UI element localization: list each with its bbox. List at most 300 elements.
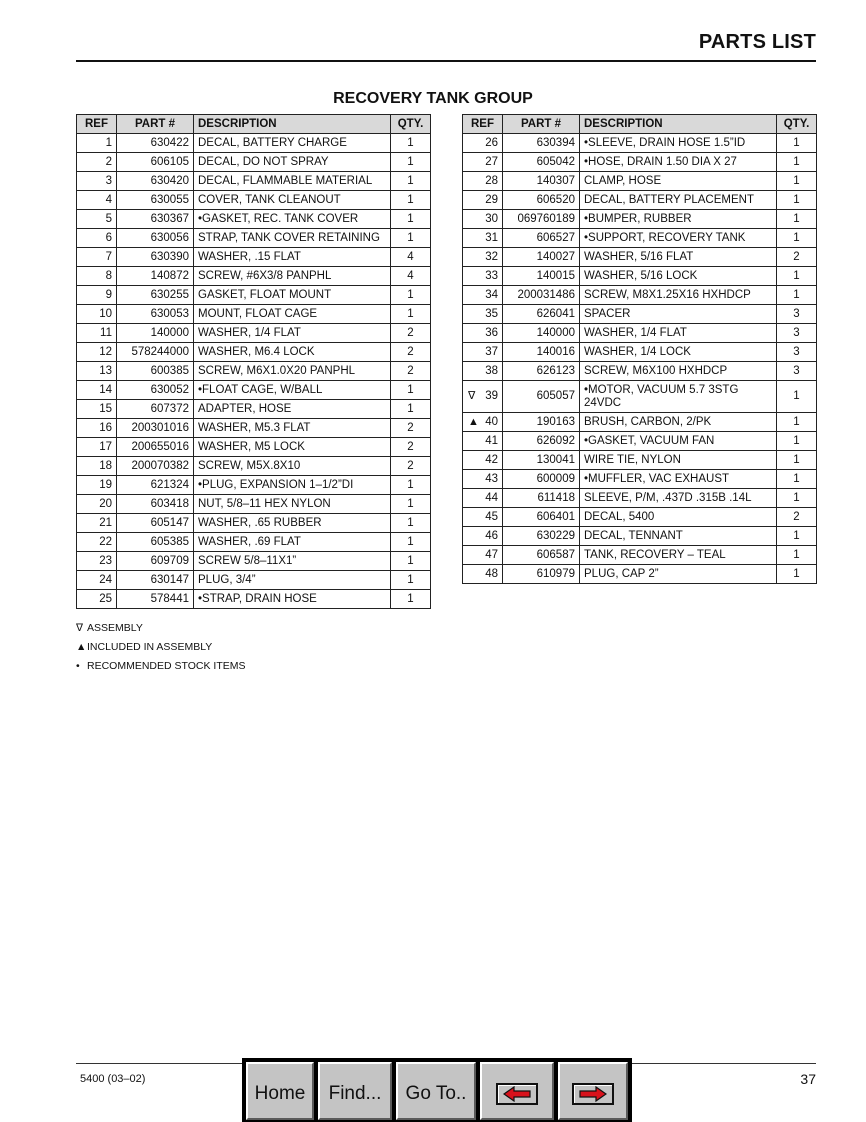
ref-cell xyxy=(77,457,117,476)
table-row xyxy=(77,286,431,305)
ref-cell xyxy=(77,172,117,191)
part-number-cell: 609709 xyxy=(117,552,194,571)
ref-cell xyxy=(463,229,503,248)
ref-number: 12 xyxy=(99,345,112,358)
part-number-cell: 140307 xyxy=(503,172,580,191)
table-row xyxy=(463,172,817,191)
qty-cell: 1 xyxy=(391,305,431,324)
legend xyxy=(76,619,245,676)
part-number-cell: 630422 xyxy=(117,134,194,153)
ref-number: 40 xyxy=(485,415,498,428)
description-cell xyxy=(580,134,777,153)
ref-number: 47 xyxy=(485,548,498,561)
ref-cell xyxy=(77,153,117,172)
qty-cell: 1 xyxy=(391,153,431,172)
description-cell xyxy=(580,362,777,381)
part-number-cell: 606401 xyxy=(503,508,580,527)
description-cell xyxy=(194,381,391,400)
description-text: WASHER, 5/16 LOCK xyxy=(584,269,698,282)
description-cell xyxy=(194,400,391,419)
part-number-cell: 140872 xyxy=(117,267,194,286)
ref-number: 25 xyxy=(99,592,112,605)
ref-number: 13 xyxy=(99,364,112,377)
ref-cell xyxy=(463,381,503,413)
qty-cell: 1 xyxy=(777,286,817,305)
description-text: •BUMPER, RUBBER xyxy=(584,212,692,225)
ref-cell xyxy=(77,476,117,495)
part-number-cell: 606105 xyxy=(117,153,194,172)
part-number-cell: 130041 xyxy=(503,451,580,470)
description-cell xyxy=(580,527,777,546)
ref-number: 6 xyxy=(105,231,112,244)
qty-cell: 2 xyxy=(777,248,817,267)
part-number-cell: 606527 xyxy=(503,229,580,248)
description-text: •STRAP, DRAIN HOSE xyxy=(198,592,317,605)
table-header-row xyxy=(77,115,431,134)
ref-number: 22 xyxy=(99,535,112,548)
table-row xyxy=(463,527,817,546)
description-text: DECAL, FLAMMABLE MATERIAL xyxy=(198,174,373,187)
part-number-cell: 605057 xyxy=(503,381,580,413)
table-row xyxy=(463,432,817,451)
ref-number: 3 xyxy=(105,174,112,187)
part-number-cell: 630052 xyxy=(117,381,194,400)
description-text: NUT, 5/8–11 HEX NYLON xyxy=(198,497,331,510)
description-text: SCREW, M8X1.25X16 HXHDCP xyxy=(584,288,751,301)
ref-number: 21 xyxy=(99,516,112,529)
ref-number: 48 xyxy=(485,567,498,580)
ref-cell xyxy=(77,571,117,590)
ref-cell xyxy=(77,286,117,305)
ref-number: 45 xyxy=(485,510,498,523)
part-number-cell: 630056 xyxy=(117,229,194,248)
description-cell xyxy=(580,248,777,267)
part-number-cell: 200301016 xyxy=(117,419,194,438)
description-text: •GASKET, VACUUM FAN xyxy=(584,434,715,447)
table-row xyxy=(463,489,817,508)
description-cell xyxy=(580,324,777,343)
description-cell xyxy=(194,267,391,286)
description-cell xyxy=(580,210,777,229)
qty-cell: 2 xyxy=(391,419,431,438)
table-row xyxy=(77,400,431,419)
part-number-cell: 605147 xyxy=(117,514,194,533)
legend-item-stock xyxy=(76,657,245,676)
table-row xyxy=(463,191,817,210)
table-header-row xyxy=(463,115,817,134)
ref-cell xyxy=(463,432,503,451)
description-text: WASHER, 5/16 FLAT xyxy=(584,250,694,263)
description-text: TANK, RECOVERY – TEAL xyxy=(584,548,726,561)
part-number-cell: 578244000 xyxy=(117,343,194,362)
part-number-cell: 611418 xyxy=(503,489,580,508)
description-cell xyxy=(580,229,777,248)
ref-cell xyxy=(77,343,117,362)
description-cell xyxy=(580,565,777,584)
ref-number: 15 xyxy=(99,402,112,415)
table-row xyxy=(77,552,431,571)
description-cell xyxy=(194,552,391,571)
table-row xyxy=(77,191,431,210)
qty-cell: 1 xyxy=(777,413,817,432)
description-cell xyxy=(194,438,391,457)
qty-cell: 2 xyxy=(777,508,817,527)
parts-table-left xyxy=(76,114,431,609)
prev-page-button[interactable] xyxy=(480,1062,554,1120)
description-cell xyxy=(580,286,777,305)
description-text: COVER, TANK CLEANOUT xyxy=(198,193,341,206)
description-cell xyxy=(580,191,777,210)
part-number-cell: 606587 xyxy=(503,546,580,565)
doc-version: 5400 (03–02) xyxy=(80,1073,146,1085)
description-text: STRAP, TANK COVER RETAINING xyxy=(198,231,380,244)
qty-cell: 4 xyxy=(391,248,431,267)
ref-number: 2 xyxy=(105,155,112,168)
ref-cell xyxy=(77,362,117,381)
table-row xyxy=(463,451,817,470)
qty-cell: 1 xyxy=(777,565,817,584)
description-text: DECAL, BATTERY PLACEMENT xyxy=(584,193,754,206)
ref-number: 34 xyxy=(485,288,498,301)
description-cell xyxy=(580,153,777,172)
next-arrow-frame xyxy=(572,1083,614,1105)
qty-cell: 3 xyxy=(777,305,817,324)
qty-cell: 1 xyxy=(391,495,431,514)
qty-cell: 2 xyxy=(391,362,431,381)
ref-cell xyxy=(77,191,117,210)
qty-cell: 1 xyxy=(391,552,431,571)
page-number: 37 xyxy=(800,1071,816,1087)
table-row xyxy=(77,172,431,191)
ref-cell xyxy=(77,419,117,438)
description-cell xyxy=(580,546,777,565)
part-number-cell: 603418 xyxy=(117,495,194,514)
qty-cell: 1 xyxy=(777,267,817,286)
ref-number: 23 xyxy=(99,554,112,567)
description-cell xyxy=(580,172,777,191)
qty-cell: 3 xyxy=(777,324,817,343)
ref-cell xyxy=(463,153,503,172)
home-button[interactable]: Home xyxy=(246,1062,314,1120)
ref-cell xyxy=(463,527,503,546)
ref-number: 32 xyxy=(485,250,498,263)
ref-cell xyxy=(77,514,117,533)
ref-number: 37 xyxy=(485,345,498,358)
page-title: PARTS LIST xyxy=(698,31,816,53)
ref-number: 24 xyxy=(99,573,112,586)
part-number-cell: 610979 xyxy=(503,565,580,584)
part-number-cell: 630367 xyxy=(117,210,194,229)
arrow-left-icon xyxy=(503,1086,531,1102)
qty-cell: 1 xyxy=(777,229,817,248)
description-text: SCREW, M6X100 HXHDCP xyxy=(584,364,728,377)
ref-cell xyxy=(77,552,117,571)
description-text: WASHER, M5 LOCK xyxy=(198,440,305,453)
description-text: WASHER, 1/4 LOCK xyxy=(584,345,691,358)
description-text: •MOTOR, VACUUM 5.7 3STG xyxy=(584,383,739,396)
part-number-cell: 630390 xyxy=(117,248,194,267)
legend-label: ASSEMBLY xyxy=(87,622,143,634)
ref-cell xyxy=(463,413,503,432)
description-cell xyxy=(194,362,391,381)
table-row xyxy=(77,419,431,438)
description-cell xyxy=(194,210,391,229)
qty-cell: 1 xyxy=(391,571,431,590)
description-text: SCREW, #6X3/8 PANPHL xyxy=(198,269,332,282)
table-row xyxy=(463,381,817,413)
ref-number: 43 xyxy=(485,472,498,485)
description-cell xyxy=(580,432,777,451)
ref-cell xyxy=(77,400,117,419)
ref-cell xyxy=(77,438,117,457)
table-row xyxy=(463,413,817,432)
part-number-cell: 190163 xyxy=(503,413,580,432)
ref-number: 41 xyxy=(485,434,498,447)
description-cell xyxy=(194,495,391,514)
part-number-cell: 140015 xyxy=(503,267,580,286)
ref-cell xyxy=(77,590,117,609)
ref-number: 1 xyxy=(105,136,112,149)
ref-cell xyxy=(463,508,503,527)
description-cell xyxy=(580,381,777,413)
qty-cell: 1 xyxy=(391,590,431,609)
description-text: SCREW, M6X1.0X20 PANPHL xyxy=(198,364,356,377)
goto-button[interactable]: Go To.. xyxy=(396,1062,476,1120)
table-row xyxy=(463,305,817,324)
description-cell xyxy=(194,571,391,590)
qty-cell: 1 xyxy=(777,381,817,413)
find-button[interactable]: Find... xyxy=(318,1062,392,1120)
part-number-cell: 607372 xyxy=(117,400,194,419)
table-row xyxy=(463,343,817,362)
ref-cell xyxy=(77,533,117,552)
qty-cell: 1 xyxy=(391,191,431,210)
description-cell xyxy=(194,248,391,267)
ref-number: 16 xyxy=(99,421,112,434)
table-row xyxy=(77,438,431,457)
table-row xyxy=(77,514,431,533)
assembly-icon: ∇ xyxy=(76,622,84,634)
ref-number: 27 xyxy=(485,155,498,168)
qty-cell: 2 xyxy=(391,457,431,476)
description-cell xyxy=(194,134,391,153)
description-text: SCREW, M5X.8X10 xyxy=(198,459,301,472)
table-row xyxy=(77,362,431,381)
ref-cell xyxy=(77,324,117,343)
ref-number: 9 xyxy=(105,288,112,301)
ref-cell xyxy=(77,305,117,324)
table-row xyxy=(463,267,817,286)
description-text: WASHER, 1/4 FLAT xyxy=(584,326,687,339)
description-text: GASKET, FLOAT MOUNT xyxy=(198,288,332,301)
ref-number: 5 xyxy=(105,212,112,225)
description-text: WASHER, .15 FLAT xyxy=(198,250,301,263)
table-row xyxy=(77,134,431,153)
ref-number: 31 xyxy=(485,231,498,244)
col-ref-header: REF xyxy=(77,115,117,134)
prev-arrow-frame xyxy=(496,1083,538,1105)
description-cell xyxy=(194,229,391,248)
description-cell xyxy=(194,343,391,362)
table-row xyxy=(463,286,817,305)
col-description-header: DESCRIPTION xyxy=(580,115,777,134)
description-text: DECAL, 5400 xyxy=(584,510,655,523)
qty-cell: 1 xyxy=(391,514,431,533)
description-text: DECAL, DO NOT SPRAY xyxy=(198,155,329,168)
description-text: WASHER, .69 FLAT xyxy=(198,535,301,548)
ref-number: 39 xyxy=(485,390,498,402)
ref-number: 26 xyxy=(485,136,498,149)
ref-cell xyxy=(77,248,117,267)
qty-cell: 1 xyxy=(777,527,817,546)
ref-number: 46 xyxy=(485,529,498,542)
ref-number: 44 xyxy=(485,491,498,504)
table-row xyxy=(463,546,817,565)
table-row xyxy=(77,495,431,514)
ref-number: 19 xyxy=(99,478,112,491)
part-number-cell: 630255 xyxy=(117,286,194,305)
triangle-icon: ▲ xyxy=(76,641,87,653)
part-number-cell: 140027 xyxy=(503,248,580,267)
table-row xyxy=(77,533,431,552)
qty-cell: 1 xyxy=(777,546,817,565)
ref-cell xyxy=(463,191,503,210)
description-text: DECAL, BATTERY CHARGE xyxy=(198,136,347,149)
triangle-icon: ▲ xyxy=(468,415,479,428)
description-text: SCREW 5/8–11X1” xyxy=(198,554,297,567)
ref-number: 42 xyxy=(485,453,498,466)
qty-cell: 1 xyxy=(391,210,431,229)
ref-cell xyxy=(463,267,503,286)
description-cell xyxy=(194,153,391,172)
ref-cell xyxy=(463,470,503,489)
bullet-icon: • xyxy=(76,660,80,672)
table-row xyxy=(463,210,817,229)
qty-cell: 1 xyxy=(777,172,817,191)
description-cell xyxy=(194,590,391,609)
arrow-right-icon xyxy=(579,1086,607,1102)
part-number-cell: 606520 xyxy=(503,191,580,210)
ref-cell xyxy=(463,305,503,324)
description-text-line2: 24VDC xyxy=(584,396,622,409)
part-number-cell: 140000 xyxy=(117,324,194,343)
table-row xyxy=(463,324,817,343)
ref-number: 30 xyxy=(485,212,498,225)
ref-cell xyxy=(463,362,503,381)
description-text: WASHER, 1/4 FLAT xyxy=(198,326,301,339)
ref-cell xyxy=(77,495,117,514)
part-number-cell: 200655016 xyxy=(117,438,194,457)
description-text: PLUG, CAP 2” xyxy=(584,567,659,580)
ref-number: 29 xyxy=(485,193,498,206)
ref-cell xyxy=(463,546,503,565)
description-text: DECAL, TENNANT xyxy=(584,529,683,542)
description-text: •SLEEVE, DRAIN HOSE 1.5”ID xyxy=(584,136,746,149)
ref-cell xyxy=(463,248,503,267)
table-row xyxy=(463,248,817,267)
description-text: •SUPPORT, RECOVERY TANK xyxy=(584,231,746,244)
qty-cell: 1 xyxy=(777,153,817,172)
table-row xyxy=(463,470,817,489)
table-row xyxy=(463,362,817,381)
qty-cell: 1 xyxy=(777,432,817,451)
description-cell xyxy=(194,191,391,210)
table-row xyxy=(463,153,817,172)
description-text: CLAMP, HOSE xyxy=(584,174,662,187)
assembly-icon: ∇ xyxy=(468,390,476,402)
part-number-cell: 600009 xyxy=(503,470,580,489)
description-text: •MUFFLER, VAC EXHAUST xyxy=(584,472,730,485)
part-number-cell: 630055 xyxy=(117,191,194,210)
ref-number: 33 xyxy=(485,269,498,282)
description-cell xyxy=(194,514,391,533)
table-row xyxy=(77,153,431,172)
description-cell xyxy=(580,413,777,432)
ref-cell xyxy=(77,134,117,153)
col-description-header: DESCRIPTION xyxy=(194,115,391,134)
description-text: SLEEVE, P/M, .437D .315B .14L xyxy=(584,491,752,504)
description-text: •HOSE, DRAIN 1.50 DIA X 27 xyxy=(584,155,737,168)
table-row xyxy=(77,571,431,590)
qty-cell: 4 xyxy=(391,267,431,286)
qty-cell: 1 xyxy=(391,286,431,305)
ref-number: 38 xyxy=(485,364,498,377)
legend-item-assembly xyxy=(76,619,245,638)
col-part-header: PART # xyxy=(503,115,580,134)
table-row xyxy=(77,324,431,343)
page-header xyxy=(76,28,816,62)
table-row xyxy=(77,248,431,267)
table-row xyxy=(77,267,431,286)
part-number-cell: 626041 xyxy=(503,305,580,324)
part-number-cell: 200031486 xyxy=(503,286,580,305)
part-number-cell: 626123 xyxy=(503,362,580,381)
ref-number: 4 xyxy=(105,193,112,206)
part-number-cell: 200070382 xyxy=(117,457,194,476)
qty-cell: 1 xyxy=(777,134,817,153)
ref-cell xyxy=(77,210,117,229)
ref-cell xyxy=(463,451,503,470)
ref-number: 10 xyxy=(99,307,112,320)
table-row xyxy=(77,590,431,609)
table-row xyxy=(77,229,431,248)
ref-cell xyxy=(463,343,503,362)
description-cell xyxy=(194,286,391,305)
group-title: RECOVERY TANK GROUP xyxy=(333,90,533,107)
part-number-cell: 626092 xyxy=(503,432,580,451)
part-number-cell: 630420 xyxy=(117,172,194,191)
description-cell xyxy=(194,172,391,191)
description-text: PLUG, 3/4” xyxy=(198,573,256,586)
description-cell xyxy=(580,470,777,489)
nav-toolbar xyxy=(242,1058,632,1122)
description-text: MOUNT, FLOAT CAGE xyxy=(198,307,318,320)
ref-cell xyxy=(463,210,503,229)
description-cell xyxy=(580,267,777,286)
qty-cell: 1 xyxy=(391,134,431,153)
next-page-button[interactable] xyxy=(558,1062,628,1120)
ref-cell xyxy=(77,229,117,248)
ref-number: 20 xyxy=(99,497,112,510)
ref-number: 35 xyxy=(485,307,498,320)
description-cell xyxy=(194,533,391,552)
table-row xyxy=(77,457,431,476)
ref-cell xyxy=(463,324,503,343)
part-number-cell: 140016 xyxy=(503,343,580,362)
description-text: SPACER xyxy=(584,307,631,320)
qty-cell: 1 xyxy=(777,191,817,210)
part-number-cell: 069760189 xyxy=(503,210,580,229)
